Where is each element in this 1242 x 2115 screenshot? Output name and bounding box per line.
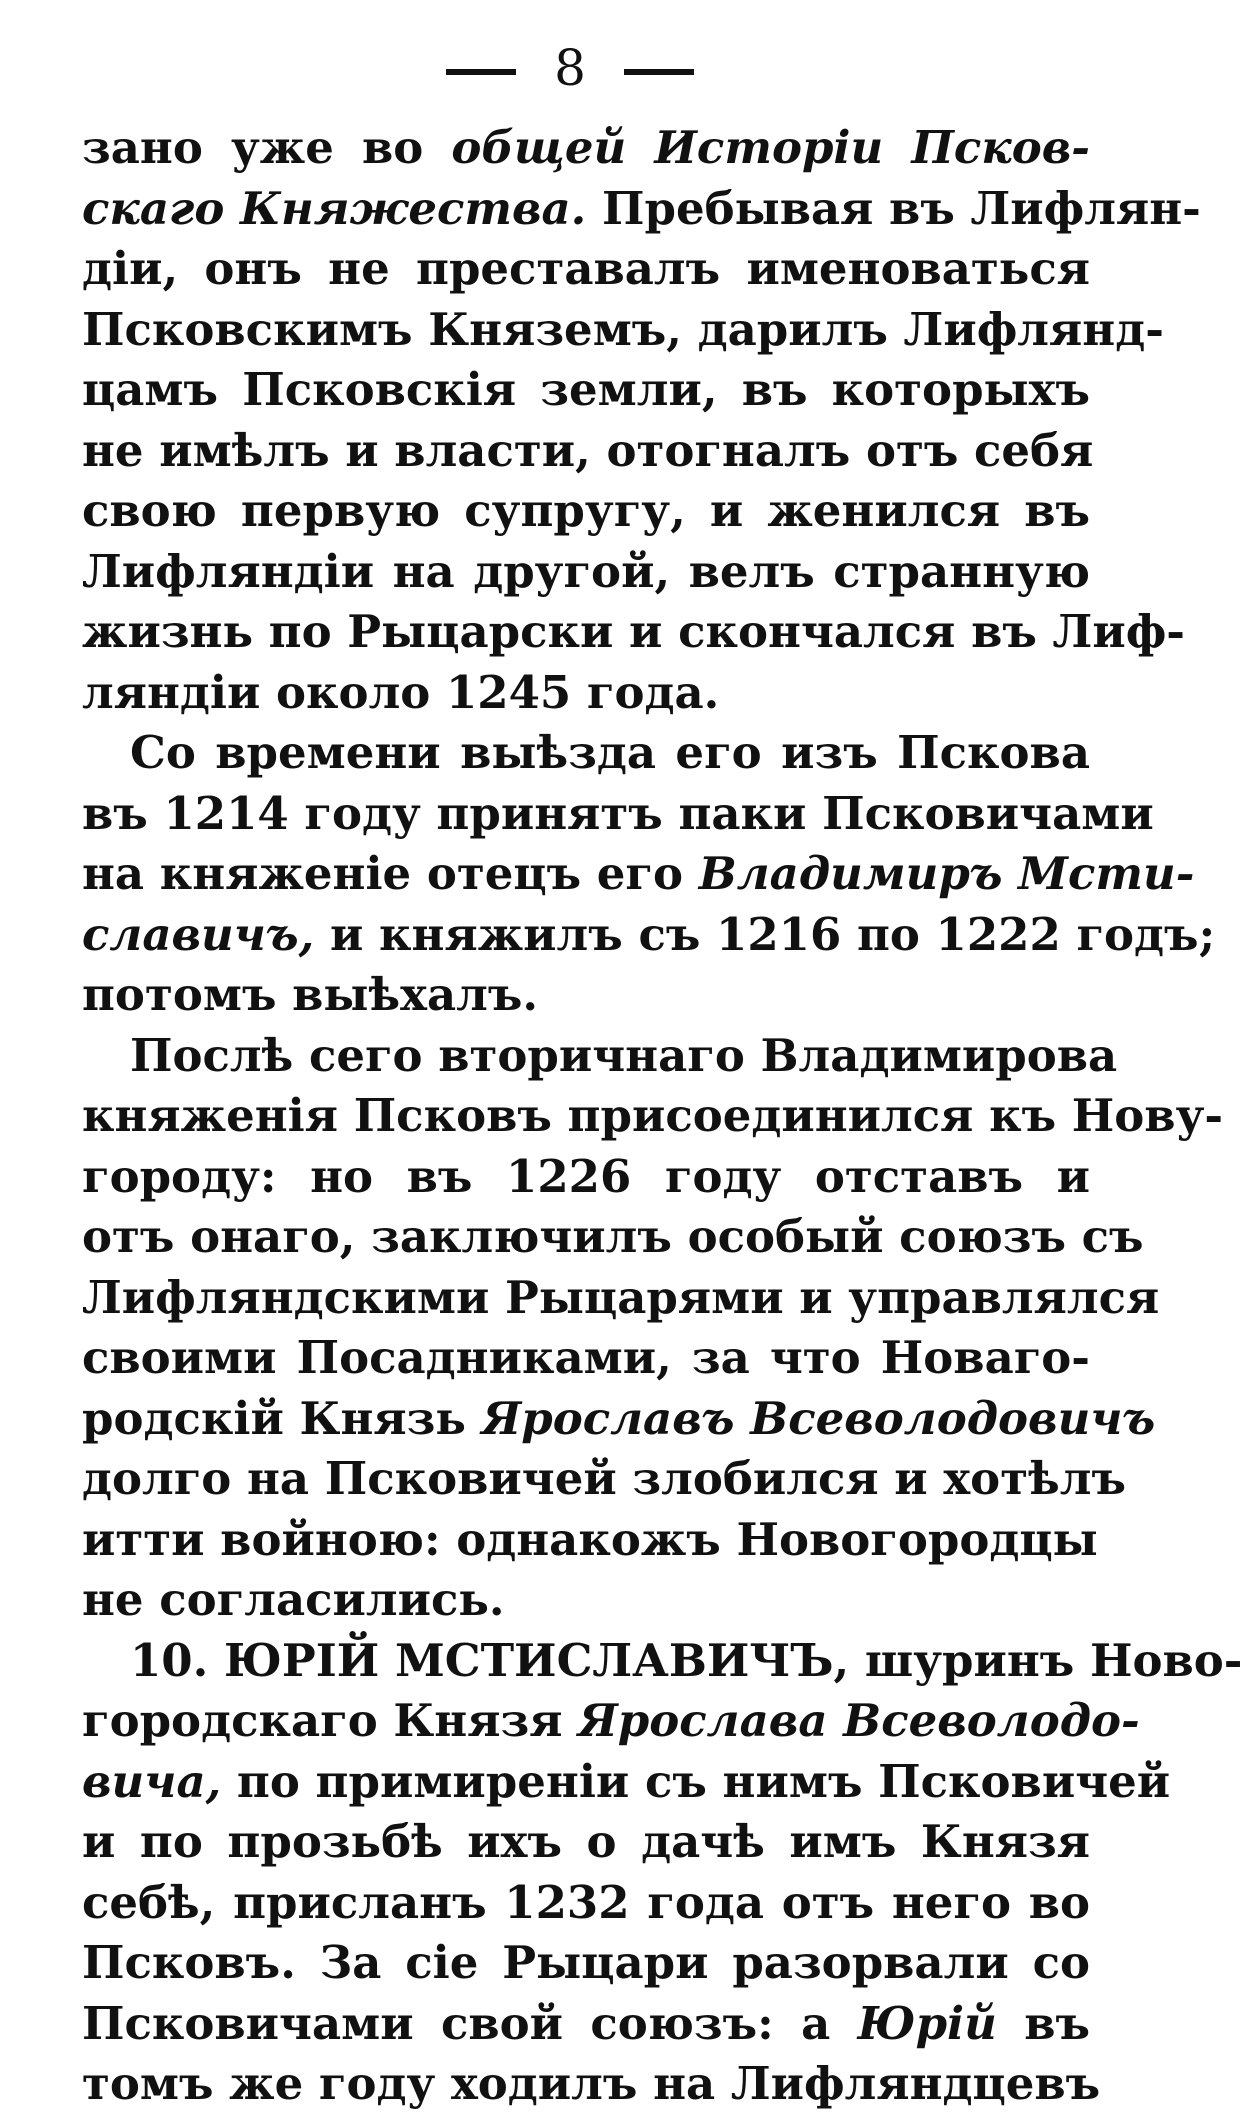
text-line — [82, 905, 1216, 966]
text-segment: въ — [996, 1996, 1090, 2050]
italic-segment: славичъ, — [82, 907, 315, 961]
text-segment: въ 1214 году принятъ паки Псковичами — [82, 786, 1154, 840]
text-segment: Лифляндскими Рыцарями и управлялся — [82, 1270, 1160, 1324]
text-line — [82, 118, 1090, 179]
text-line — [82, 1752, 1171, 1813]
text-line — [82, 481, 1090, 542]
text-line — [82, 421, 1094, 482]
italic-segment: Ярославъ Всеволодовичъ — [481, 1391, 1156, 1445]
text-segment: діи, онъ не преставалъ именоваться — [82, 242, 1090, 295]
text-segment: цамъ Псковскія земли, въ которыхъ — [82, 363, 1090, 416]
italic-segment: Юрій — [857, 1996, 997, 2050]
text-segment: себѣ, присланъ 1232 года отъ него во — [82, 1875, 1090, 1929]
text-line — [82, 784, 1154, 845]
text-segment: городскаго Князя — [82, 1694, 579, 1747]
text-segment: на княженіе отецъ его — [82, 847, 699, 900]
text-line — [82, 1389, 1156, 1450]
text-segment: потомъ выѣхалъ. — [82, 968, 539, 1021]
page-number: 8 — [554, 39, 586, 97]
text-line — [82, 179, 1201, 240]
text-line — [82, 1086, 1224, 1147]
text-line — [82, 1268, 1160, 1329]
header-rule-right — [624, 69, 694, 75]
text-line — [82, 1994, 1090, 2055]
text-segment: итти войною: однакожъ Новогородцы — [82, 1512, 1098, 1566]
text-line — [82, 1449, 1126, 1510]
text-line — [82, 1691, 1140, 1752]
text-segment: отъ онаго, заключилъ особый союзъ съ — [82, 1210, 1144, 1263]
italic-segment: Владимиръ Мсти- — [698, 847, 1195, 900]
text-segment: томъ же году ходилъ на Лифляндцевъ — [82, 2057, 1101, 2110]
text-line — [82, 844, 1195, 905]
text-line — [82, 1570, 1090, 1631]
text-line — [82, 1631, 1242, 1692]
text-segment: и княжилъ съ 1216 по 1222 годъ; — [314, 907, 1216, 961]
text-line — [82, 1933, 1090, 1994]
text-segment: не согласились. — [82, 1573, 505, 1626]
text-segment: зано уже во — [82, 121, 452, 174]
italic-segment: скаго Княжества. — [82, 181, 587, 235]
text-segment: Псковичами свой союзъ: а — [82, 1996, 858, 2050]
text-segment: Со времени выѣзда его изъ Пскова — [130, 726, 1090, 779]
text-segment: Лифляндіи на другой, велъ странную — [82, 544, 1090, 598]
text-segment: не имѣлъ и власти, отогналъ отъ себя — [82, 423, 1094, 477]
text-segment: своими Посадниками, за что Новаго- — [82, 1331, 1090, 1384]
text-line — [82, 2054, 1101, 2115]
text-segment: жизнь по Рыцарски и скончался въ Лиф- — [82, 605, 1185, 658]
text-line — [82, 965, 1090, 1026]
italic-segment: вича, — [82, 1754, 222, 1808]
text-segment: ляндіи около 1245 года. — [82, 665, 720, 719]
text-line — [82, 360, 1090, 421]
text-segment: княженія Псковъ присоединился къ Нову- — [82, 1089, 1224, 1142]
text-line — [82, 1510, 1098, 1571]
text-line — [82, 1147, 1090, 1208]
text-line — [82, 239, 1090, 300]
text-segment: родскій Князь — [82, 1391, 482, 1445]
text-segment: Псковскимъ Княземъ, дарилъ Лифлянд- — [82, 302, 1164, 356]
text-line — [82, 300, 1164, 361]
text-line — [82, 1026, 1118, 1087]
text-line — [82, 542, 1090, 603]
text-segment: Послѣ сего вторичнаго Владимирова — [130, 1028, 1118, 1082]
text-line — [82, 1328, 1090, 1389]
italic-segment: общей Исторіи Псков- — [451, 121, 1090, 174]
text-segment: долго на Псковичей злобился и хотѣлъ — [82, 1452, 1126, 1505]
text-segment: 10. ЮРІЙ МСТИСЛАВИЧЪ, шуринъ Ново- — [130, 1633, 1242, 1687]
page-header — [0, 38, 1140, 98]
text-line — [82, 602, 1185, 663]
text-segment: и по прозьбѣ ихъ о дачѣ имъ Князя — [82, 1815, 1090, 1868]
text-segment: Псковъ. За сіе Рыцари разорвали со — [82, 1936, 1090, 1989]
text-segment: городу: но въ 1226 году отставъ и — [82, 1149, 1090, 1203]
text-segment: свою первую супругу, и женился въ — [82, 484, 1090, 537]
header-rule-left — [446, 69, 516, 75]
body-text — [82, 118, 1242, 2115]
italic-segment: Ярослава Всеволодо- — [578, 1694, 1140, 1747]
text-line — [82, 1812, 1090, 1873]
text-segment: Пребывая въ Лифлян- — [586, 181, 1201, 235]
text-line — [82, 1207, 1144, 1268]
text-line — [82, 663, 1090, 724]
text-line — [82, 723, 1090, 784]
text-segment: по примиреніи съ нимъ Псковичей — [221, 1754, 1171, 1808]
text-line — [82, 1873, 1090, 1934]
